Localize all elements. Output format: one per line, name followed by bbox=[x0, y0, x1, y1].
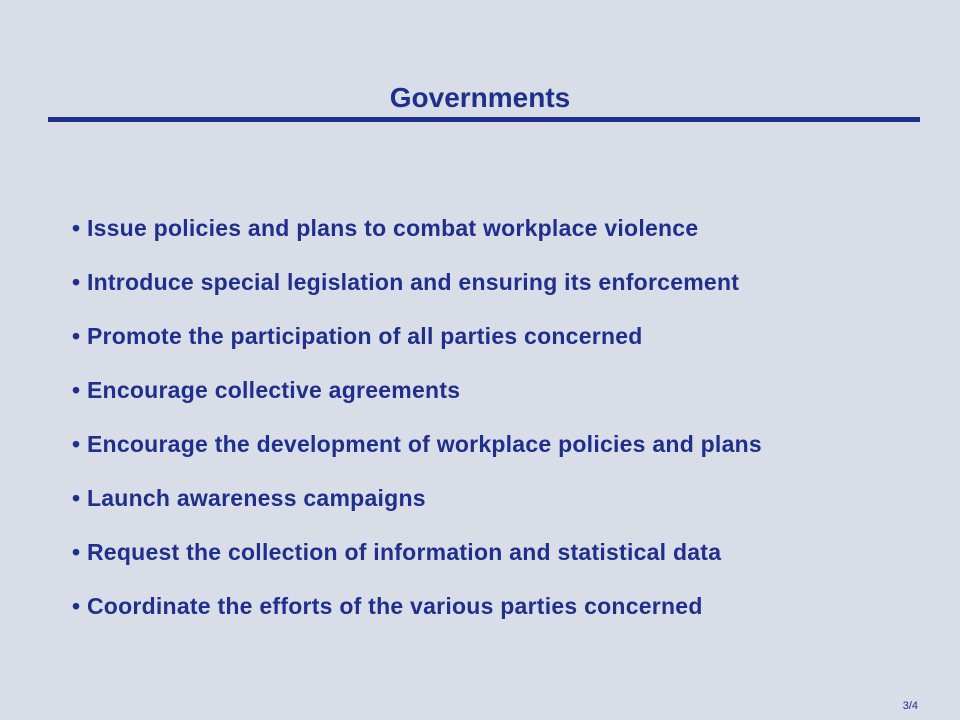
bullet-item-policies: • Issue policies and plans to combat workplace violence bbox=[72, 215, 699, 241]
slide-title: Governments bbox=[389, 82, 571, 113]
bullet-item-collective-agreements: • Encourage collective agreements bbox=[72, 377, 461, 403]
bullet-item-coordination: • Coordinate the efforts of the various parties concerned bbox=[72, 593, 703, 619]
bullet-item-data-collection: • Request the collection of information and statistical data bbox=[72, 539, 722, 565]
bullet-item-awareness: • Launch awareness campaigns bbox=[72, 485, 426, 511]
title-underline bbox=[48, 117, 920, 122]
page-number: 3/4 bbox=[902, 700, 918, 712]
bullet-item-legislation: • Introduce special legislation and ensuring its enforcement bbox=[72, 269, 740, 295]
bullet-item-workplace-policies: • Encourage the development of workplace policies and plans bbox=[72, 431, 762, 457]
bullet-item-participation: • Promote the participation of all parties concerned bbox=[72, 323, 643, 349]
bullet-list bbox=[72, 214, 762, 646]
